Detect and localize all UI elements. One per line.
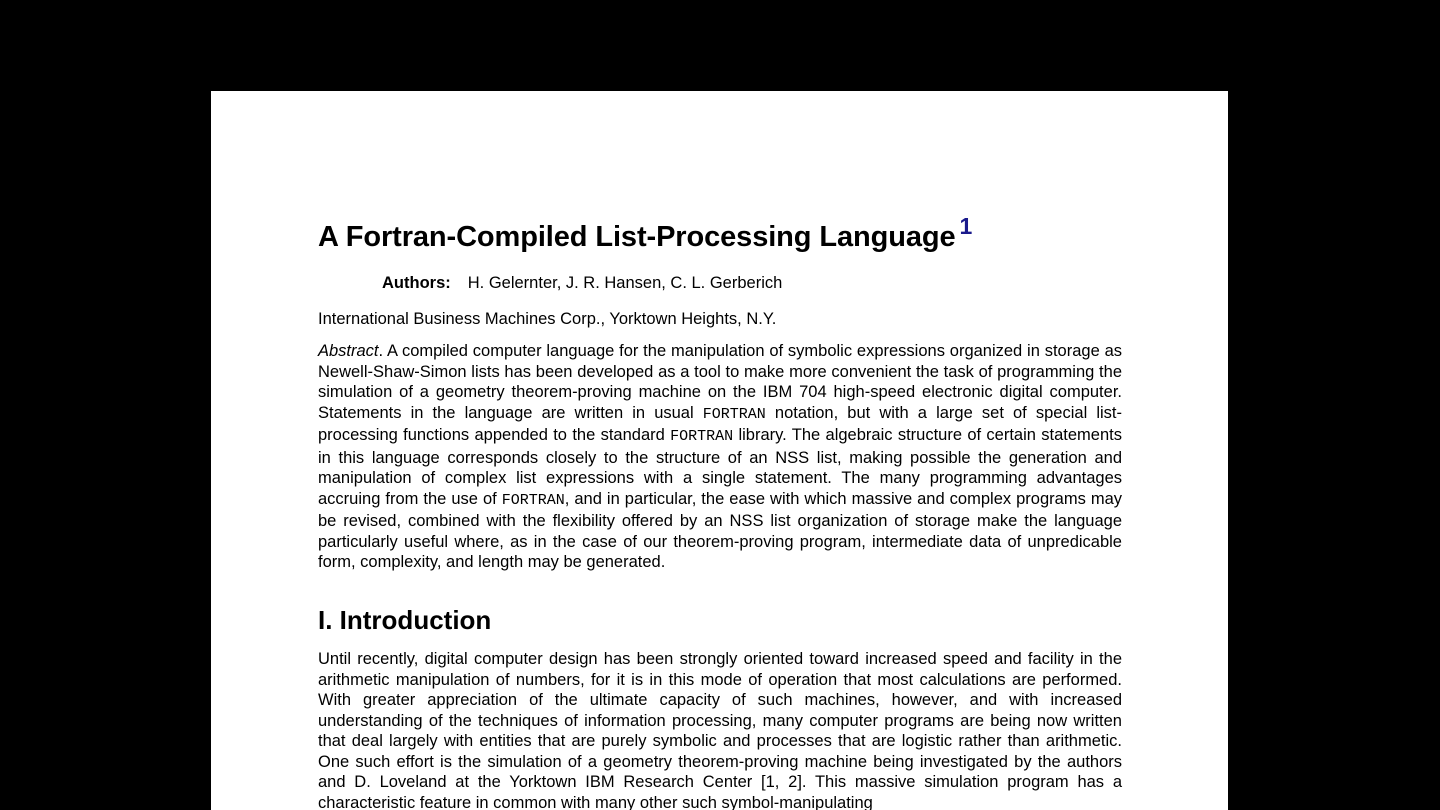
abstract-label: Abstract xyxy=(318,342,379,360)
affiliation: International Business Machines Corp., Yorktown Heights, N.Y. xyxy=(318,310,777,328)
fortran-term: FORTRAN xyxy=(670,428,734,445)
abstract-text-4: , and in particular, the ease with which massive and complex programs may be revised, combined with the flexibility offered by an NSS list organization of storage make the language particularly useful where, as in the case of our theorem-proving program, intermediate data of unpredicable form, complexity, and length may be generated. xyxy=(318,489,1123,571)
paper-title xyxy=(318,213,972,254)
footnote-link[interactable]: 1 xyxy=(959,213,973,239)
abstract-paragraph xyxy=(318,341,1122,573)
fortran-term: FORTRAN xyxy=(702,405,766,423)
paper-title-text: A Fortran-Compiled List-Processing Language xyxy=(318,221,956,253)
section-heading-introduction: I. Introduction xyxy=(318,605,492,635)
authors-names: H. Gelernter, J. R. Hansen, C. L. Gerberich xyxy=(467,274,783,292)
authors-label: Authors: xyxy=(382,274,451,292)
authors-line xyxy=(382,274,782,293)
abstract-text-3: library. The algebraic structure of certain statements in this language corresponds closely to the structure of an NSS list, making possible the generation and manipulation of complex list expressions with a single statement. The many programming advantages accruing from the use of xyxy=(318,426,1122,508)
fortran-term: FORTRAN xyxy=(501,491,565,509)
abstract-text-2: notation, but with a large set of special list-processing functions appended to the standard xyxy=(318,403,1123,444)
abstract-text-1: . A compiled computer language for the manipulation of symbolic expressions organized in storage as Newell-Shaw-Simon lists has been developed as a tool to make more convenient the task of programming the simulation of a geometry theorem-proving machine on the IBM 704 high-speed electronic digital computer. Statements in the language are written in usual xyxy=(318,342,1122,422)
document-page xyxy=(211,91,1228,810)
introduction-paragraph: Until recently, digital computer design has been strongly oriented toward increased speed and facility in the arithmetic manipulation of numbers, for it is in this mode of operation that most calculations are performed. With greater appreciation of the ultimate capacity of such machines, however, and with increased understanding of the techniques of information processing, many computer programs are being now written that deal largely with entities that are purely symbolic and processes that are logistic rather than arithmetic. One such effort is the simulation of a geometry theorem-proving machine being investigated by the authors and D. Loveland at the Yorktown IBM Research Center [1, 2]. This massive simulation program has a characteristic feature in common with many other such symbol-manipulating xyxy=(318,650,1122,810)
